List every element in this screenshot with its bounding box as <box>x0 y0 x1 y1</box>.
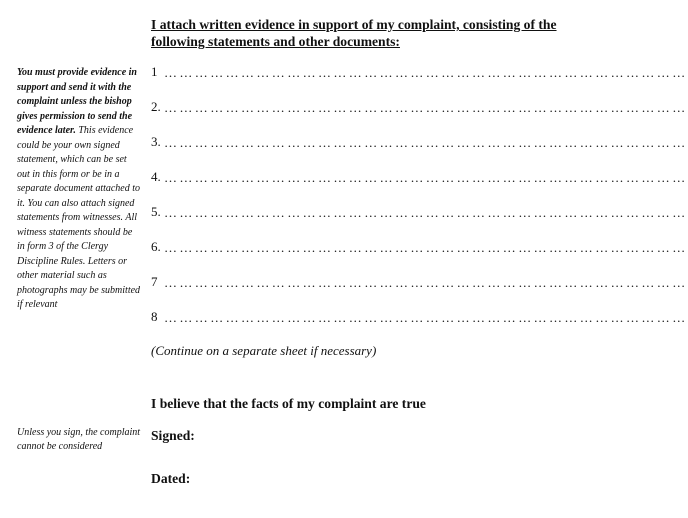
continue-note: (Continue on a separate sheet if necessary) <box>151 343 377 358</box>
evidence-heading-line-1: I attach written evidence in support of my complaint, consisting of the <box>151 17 557 32</box>
evidence-guidance-text: This evidence could be your own signed statement, which can be set out in this form or be in a separate document attached to it. You can also attach signed statements from witnesses. All witness statements should be in form 3 of the Clergy Discipline Rules. Letters or other material such as photographs may be submitted if relevant <box>17 125 141 310</box>
evidence-lines-list <box>151 64 688 344</box>
signed-field[interactable]: Signed: <box>151 428 195 443</box>
dot-leader: ………………………………………………………………………………………… <box>164 170 688 185</box>
evidence-line-number: 3. <box>151 134 161 149</box>
dot-leader: ………………………………………………………………………………………… <box>164 205 688 220</box>
evidence-line-number: 7 <box>151 274 158 289</box>
truth-declaration: I believe that the facts of my complaint are true <box>151 396 426 411</box>
evidence-line-7[interactable] <box>151 274 688 309</box>
dot-leader: ………………………………………………………………………………………… <box>164 65 688 80</box>
dated-field[interactable]: Dated: <box>151 471 191 486</box>
evidence-heading-line-2: following statements and other documents: <box>151 34 400 49</box>
signature-guidance-note: Unless you sign, the complaint cannot be considered <box>17 427 141 452</box>
dot-leader: ………………………………………………………………………………………… <box>164 135 688 150</box>
evidence-line-number: 6. <box>151 239 161 254</box>
evidence-line-number: 5. <box>151 204 161 219</box>
evidence-line-number: 4. <box>151 169 161 184</box>
evidence-line-5[interactable] <box>151 204 688 239</box>
evidence-guidance-bold: You must provide evidence in support and send it with the complaint unless the bishop gives permission to send the evidence later. <box>17 67 137 136</box>
evidence-line-number: 2. <box>151 99 161 114</box>
evidence-line-2[interactable] <box>151 99 688 134</box>
evidence-line-6[interactable] <box>151 239 688 274</box>
evidence-line-4[interactable] <box>151 169 688 204</box>
evidence-line-1[interactable] <box>151 64 688 99</box>
dot-leader: ………………………………………………………………………………………… <box>164 275 688 290</box>
evidence-line-number: 8 <box>151 309 158 324</box>
evidence-guidance-note <box>17 66 141 313</box>
dot-leader: ………………………………………………………………………………………… <box>164 310 688 325</box>
evidence-line-8[interactable] <box>151 309 688 344</box>
dot-leader: ………………………………………………………………………………………… <box>164 240 688 255</box>
dot-leader: ………………………………………………………………………………………… <box>164 100 688 115</box>
evidence-line-number: 1 <box>151 64 158 79</box>
evidence-line-3[interactable] <box>151 134 688 169</box>
evidence-heading <box>151 16 585 50</box>
